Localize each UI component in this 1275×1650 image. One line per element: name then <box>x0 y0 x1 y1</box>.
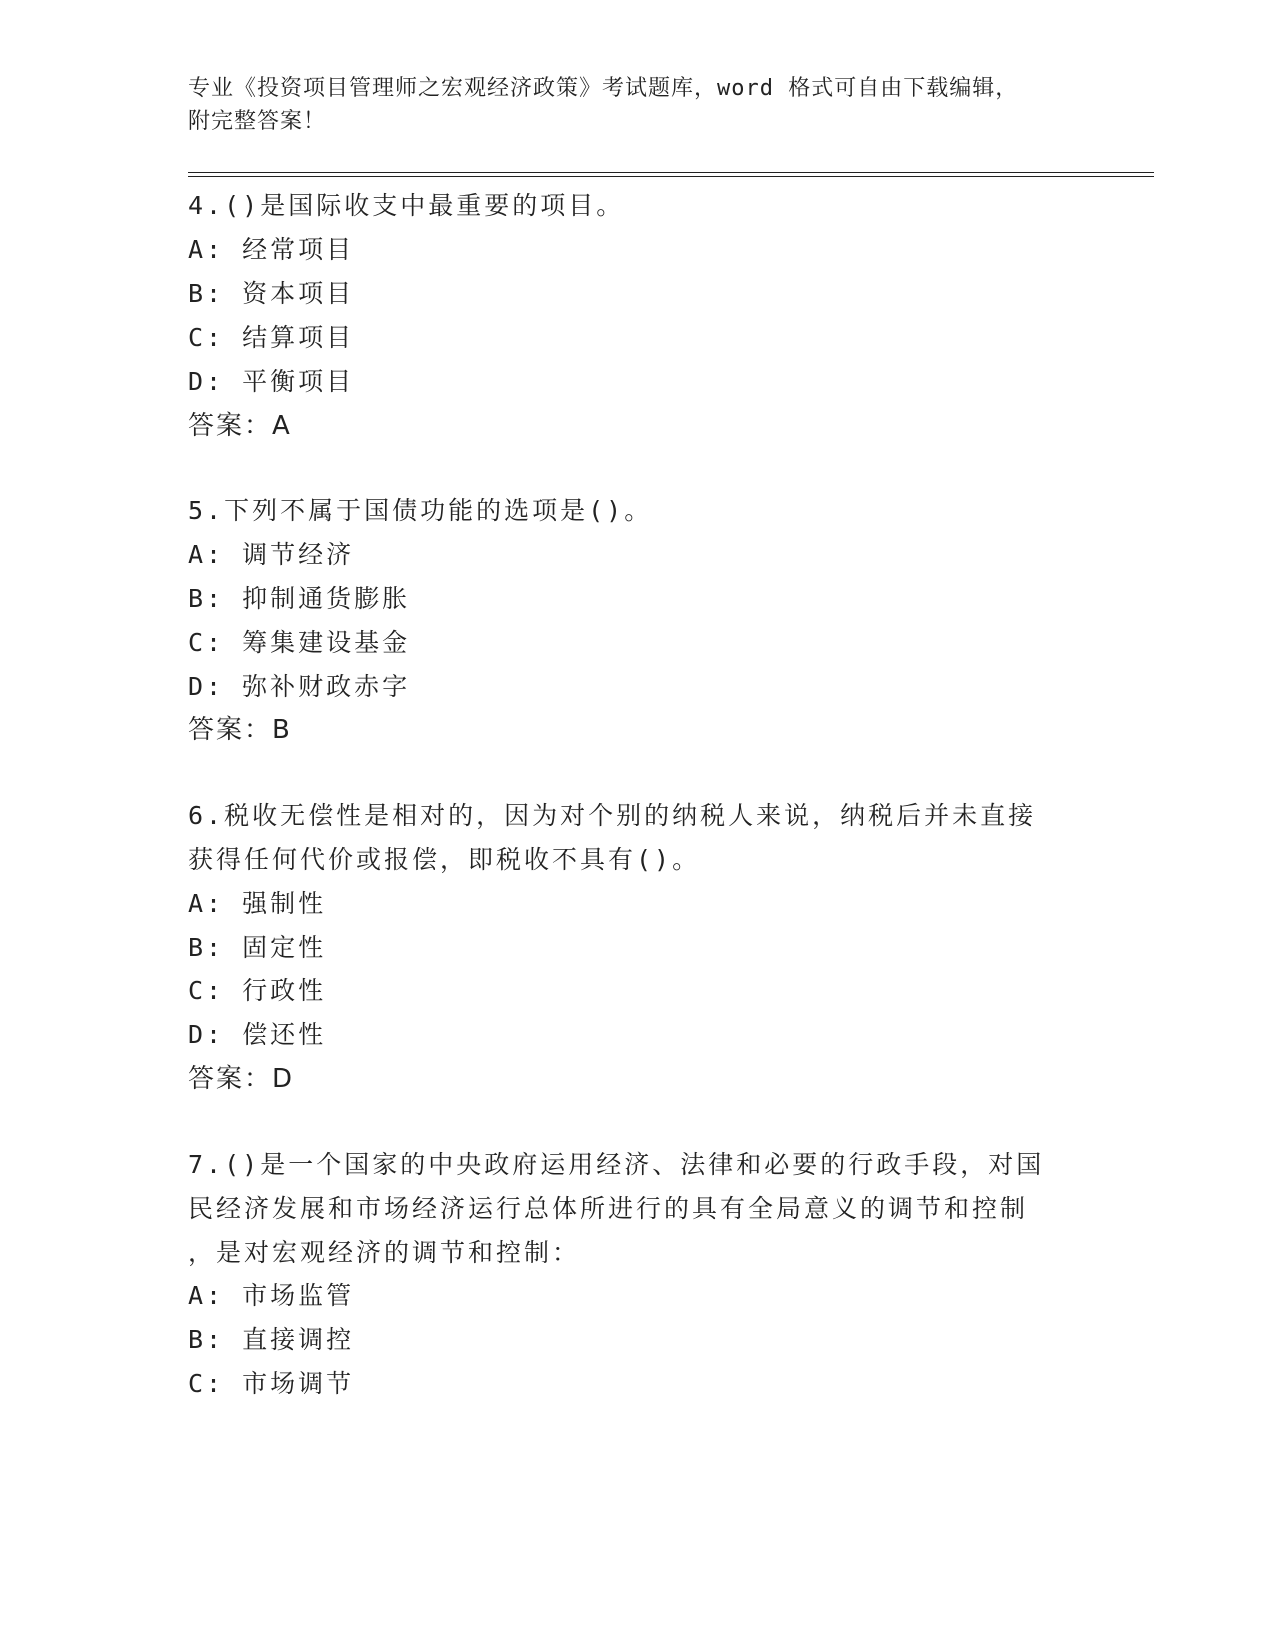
question-5-stem: 5.下列不属于国债功能的选项是()。 <box>188 496 653 525</box>
question-5-option-c: C: 筹集建设基金 <box>188 628 411 657</box>
question-7-stem-line-2: 民经济发展和市场经济运行总体所进行的具有全局意义的调节和控制 <box>188 1194 1029 1223</box>
question-7-option-c: C: 市场调节 <box>188 1369 355 1398</box>
question-5-option-d: D: 弥补财政赤字 <box>188 672 411 701</box>
header-line-1: 专业《投资项目管理师之宏观经济政策》考试题库，word 格式可自由下载编辑， <box>188 76 1019 101</box>
question-4-option-c: C: 结算项目 <box>188 323 355 352</box>
question-5-option-a: A: 调节经济 <box>188 540 355 569</box>
question-7-stem-line-1: 7.()是一个国家的中央政府运用经济、法律和必要的行政手段，对国 <box>188 1150 1045 1179</box>
question-6-answer: 答案：D <box>188 1064 295 1094</box>
header-line-2: 附完整答案！ <box>188 109 327 134</box>
question-6-option-c: C: 行政性 <box>188 976 327 1005</box>
question-4-option-a: A: 经常项目 <box>188 235 355 264</box>
document-header <box>188 72 1088 138</box>
question-6-option-b: B: 固定性 <box>188 933 327 962</box>
question-5-answer: 答案：B <box>188 715 292 745</box>
question-7-option-b: B: 直接调控 <box>188 1325 355 1354</box>
question-6-stem-line-2: 获得任何代价或报偿，即税收不具有()。 <box>188 845 701 874</box>
question-7-stem-line-3: ，是对宏观经济的调节和控制： <box>188 1238 581 1267</box>
question-5-option-b: B: 抑制通货膨胀 <box>188 584 411 613</box>
header-divider-top <box>188 172 1154 173</box>
question-6-option-d: D: 偿还性 <box>188 1020 327 1049</box>
question-4-option-b: B: 资本项目 <box>188 279 355 308</box>
question-4-answer: 答案：A <box>188 411 292 441</box>
question-6-stem-line-1: 6.税收无偿性是相对的，因为对个别的纳税人来说，纳税后并未直接 <box>188 801 1037 830</box>
question-4-stem: 4.()是国际收支中最重要的项目。 <box>188 191 625 220</box>
header-divider-bottom <box>188 176 1154 177</box>
question-6-option-a: A: 强制性 <box>188 889 327 918</box>
question-7-option-a: A: 市场监管 <box>188 1281 355 1310</box>
question-4-option-d: D: 平衡项目 <box>188 367 355 396</box>
